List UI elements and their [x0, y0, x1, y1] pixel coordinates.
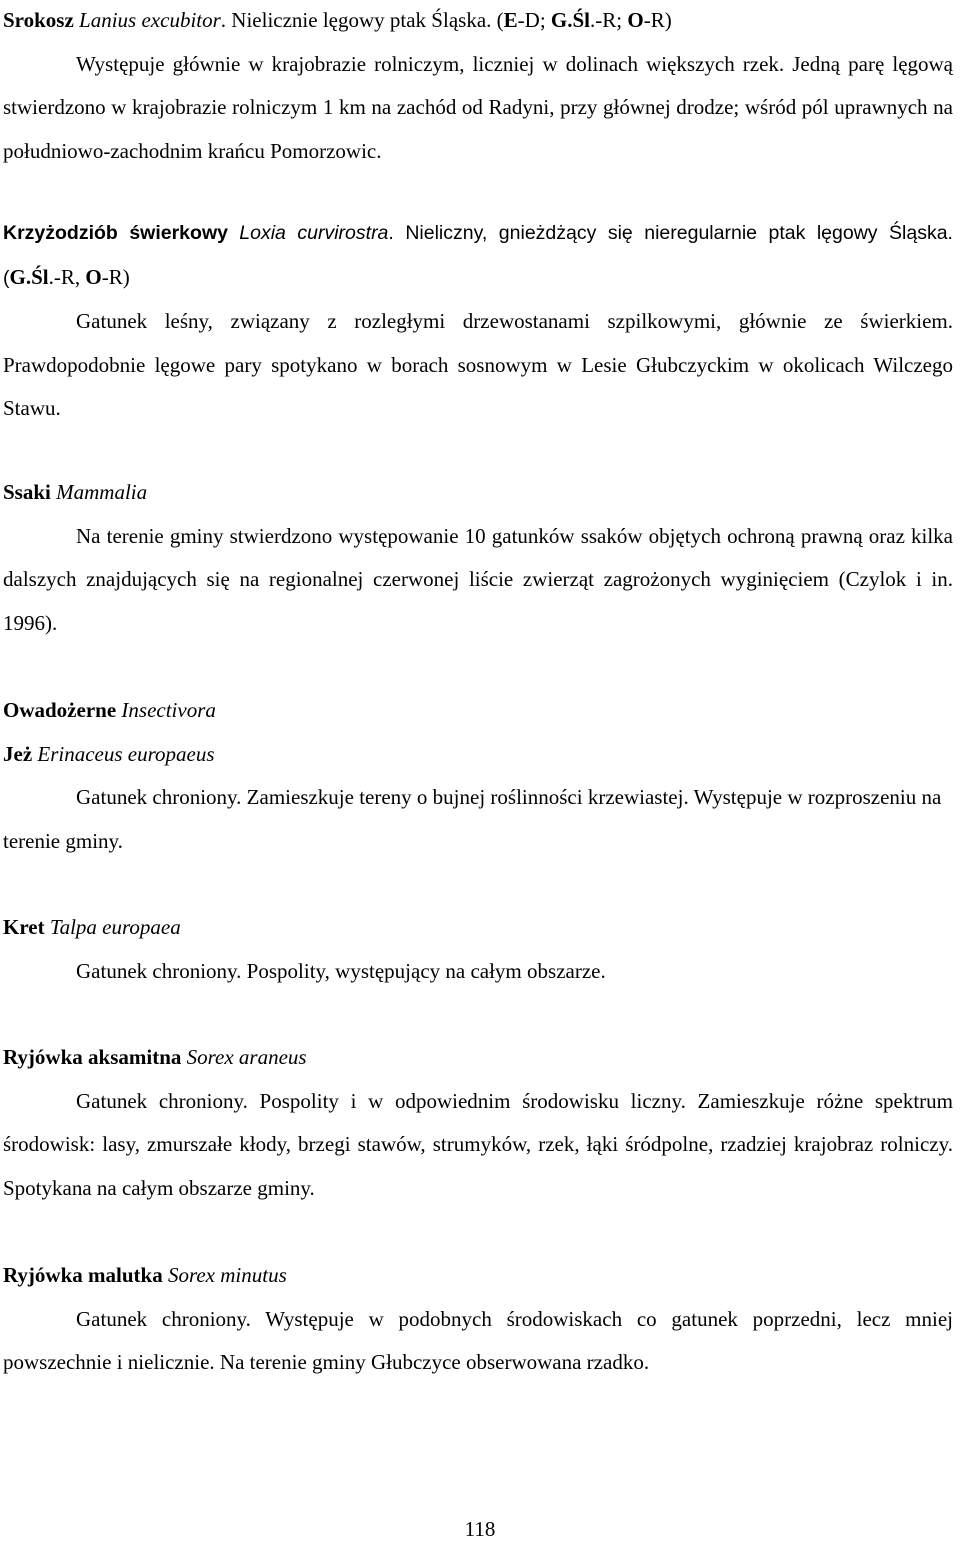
section-ryjowka-malutka	[3, 1254, 953, 1385]
species-heading	[3, 733, 953, 777]
order-name: Owadożerne	[3, 698, 117, 722]
species-name: Ryjówka malutka	[3, 1263, 163, 1287]
order-heading	[3, 689, 953, 733]
section-kret	[3, 906, 953, 993]
group-description: Na terenie gminy stwierdzono występowanie 10 gatunków ssaków objętych ochroną prawną oraz kilka dalszych znajdujących się na regionalnej czerwonej liście zwierząt zagrożonych wyginięciem (Czylok i in. 1996).	[3, 523, 953, 635]
species-description: Gatunek chroniony. Występuje w podobnych środowiskach co gatunek poprzedni, lecz mniej powszechnie i nielicznie. Na terenie gminy Głubczyce obserwowana rzadko.	[3, 1306, 953, 1374]
species-latin: Sorex minutus	[167, 1263, 287, 1287]
species-latin: Sorex araneus	[186, 1045, 307, 1069]
species-description: Występuje głównie w krajobrazie rolniczym, liczniej w dolinach większych rzek. Jedną parę lęgową stwierdzono w krajobrazie rolniczym 1 km na zachód od Radyni, przy głównej drodze; wśród pól uprawnych na południowo-zachodnim krańcu Pomorzowic.	[3, 51, 953, 163]
species-heading	[3, 1036, 953, 1080]
section-krzyzodziob	[3, 211, 953, 431]
group-latin: Mammalia	[56, 480, 148, 504]
species-latin: Lanius excubitor	[79, 8, 221, 32]
species-heading	[3, 906, 953, 950]
species-description: Gatunek chroniony. Pospolity i w odpowiednim środowisku liczny. Zamieszkuje różne spektrum środowisk: lasy, zmurszałe kłody, brzegi stawów, strumyków, rzek, łąki śródpolne, rzadziej krajobraz rolniczy. Spotykana na całym obszarze gminy.	[3, 1088, 953, 1200]
section-ryjowka-aksamitna	[3, 1036, 953, 1210]
species-description: Gatunek chroniony. Pospolity, występujący na całym obszarze.	[76, 958, 606, 983]
species-name: Jeż	[3, 741, 33, 766]
section-srokosz	[3, 0, 953, 173]
species-heading: Krzyżodziób świerkowy Loxia curvirostra. Nieliczny, gnieżdżący się nieregularnie ptak lęgowy Śląska. (G.Śl.-R, O-R)	[3, 222, 953, 289]
species-latin: Loxia curvirostra	[239, 222, 389, 244]
order-latin: Insectivora	[121, 698, 216, 722]
species-name: Srokosz	[3, 8, 74, 32]
species-name: Krzyżodziób świerkowy	[3, 222, 228, 244]
page-number: 118	[464, 1517, 496, 1541]
species-description: Gatunek leśny, związany z rozległymi drzewostanami szpilkowymi, głównie ze świerkiem. Prawdopodobnie lęgowe pary spotykano w borach sosnowym w Lesie Głubczyckim w okolicach Wilczego Stawu.	[3, 309, 953, 420]
species-name: Ryjówka aksamitna	[3, 1045, 182, 1069]
section-owadozerne	[3, 689, 953, 863]
species-latin: Talpa europaea	[49, 915, 181, 939]
species-heading	[3, 1254, 953, 1298]
species-description: Gatunek chroniony. Zamieszkuje tereny o bujnej roślinności krzewiastej. Występuje w rozproszeniu na terenie gminy.	[3, 785, 942, 853]
group-name: Ssaki	[3, 480, 51, 504]
species-name: Kret	[3, 915, 45, 939]
group-heading	[3, 471, 953, 515]
species-latin: Erinaceus europaeus	[37, 741, 215, 766]
species-heading: Srokosz Lanius excubitor. Nielicznie lęgowy ptak Śląska. (E-D; G.Śl.-R; O-R)	[3, 8, 672, 32]
section-ssaki	[3, 471, 953, 645]
